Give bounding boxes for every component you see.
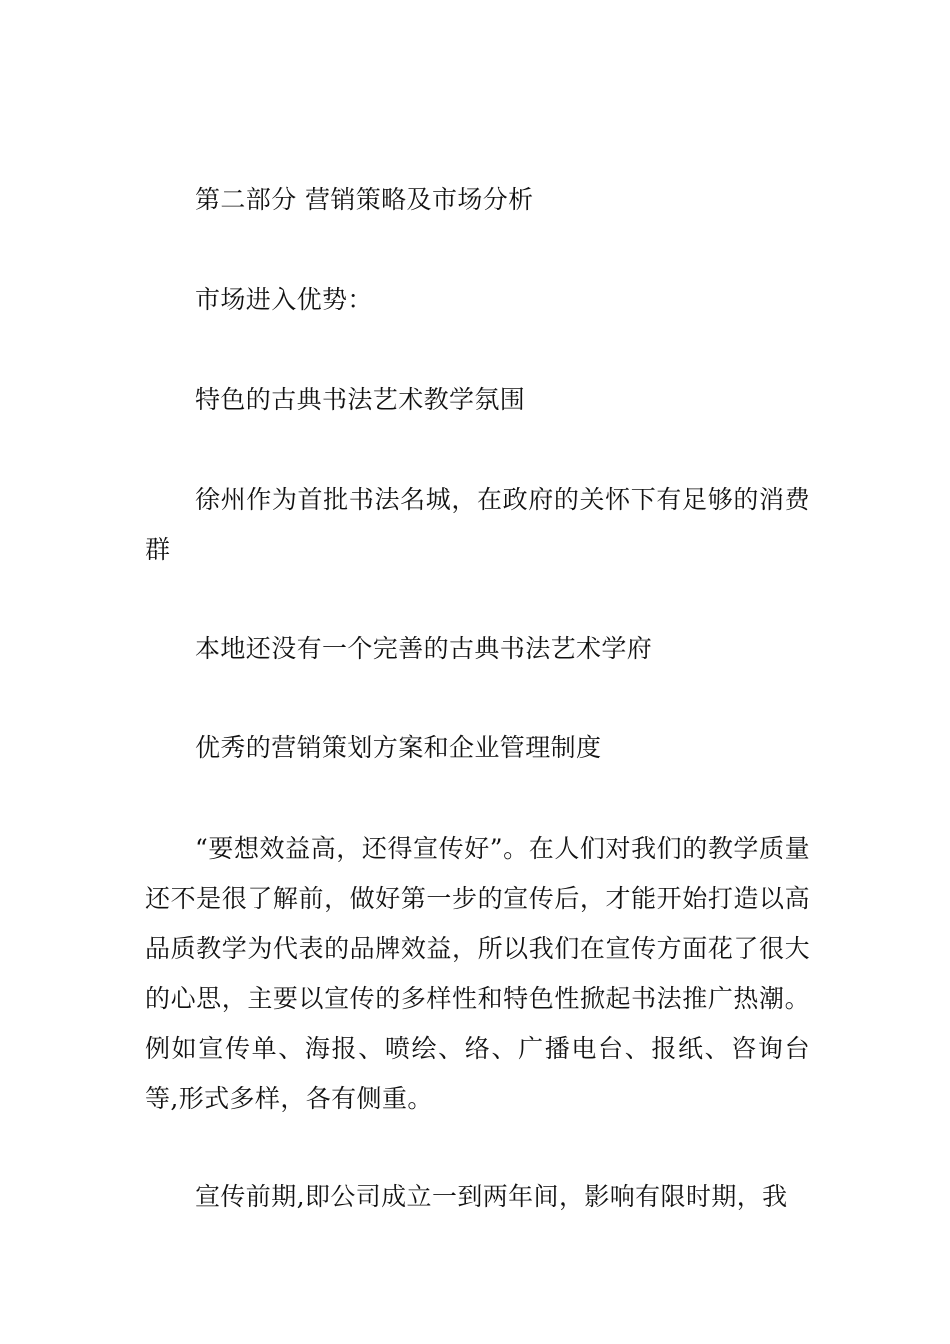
body-paragraph: 宣传前期,即公司成立一到两年间，影响有限时期，我 xyxy=(195,1182,788,1211)
advantages-title: 市场进入优势： xyxy=(195,285,373,314)
section-heading: 第二部分 营销策略及市场分析 xyxy=(195,185,534,214)
advantage-item: 本地还没有一个完善的古典书法艺术学府 xyxy=(195,634,653,663)
advantage-item: 优秀的营销策划方案和企业管理制度 xyxy=(195,733,602,762)
advantage-item: 徐州作为首批书法名城，在政府的关怀下有足够的消费群 xyxy=(145,485,810,564)
advantage-item: 特色的古典书法艺术教学氛围 xyxy=(195,385,526,414)
body-paragraph: “要想效益高，还得宣传好”。在人们对我们的教学质量还不是很了解前，做好第一步的宣传后，才能开始打造以高品质教学为代表的品牌效益，所以我们在宣传方面花了很大的心思，主要以宣传的多样性和特色性掀起书法推广热潮。例如宣传单、海报、喷绘、络、广播电台、报纸、咨询台等,形式多样，各有侧重。 xyxy=(145,834,810,1113)
